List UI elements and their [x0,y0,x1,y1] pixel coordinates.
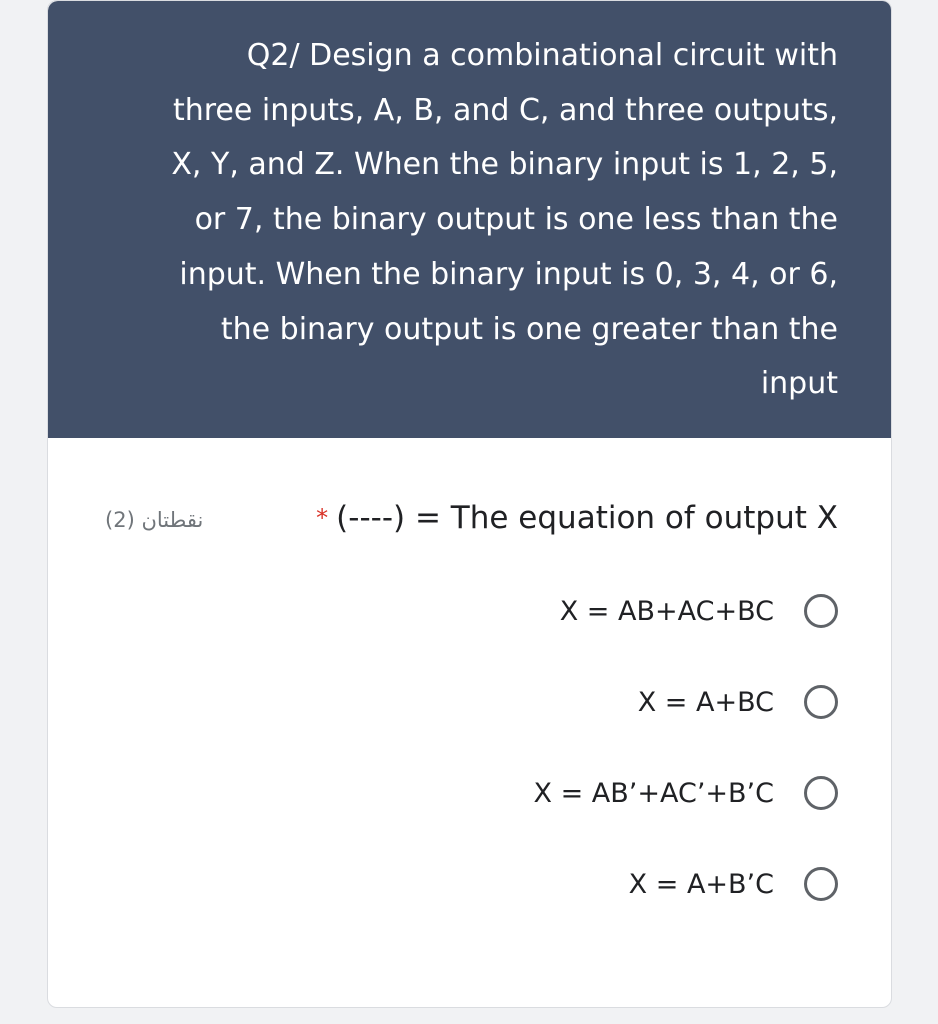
question-card [47,0,892,1008]
option-1[interactable] [560,586,838,636]
description-line: input. When the binary input is 0, 3, 4, or 6, [179,256,838,292]
option-3[interactable] [534,768,839,818]
required-marker: * [316,504,329,532]
radio-unchecked-icon[interactable] [804,776,838,810]
radio-unchecked-icon[interactable] [804,685,838,719]
option-label: X = AB+AC+BC [559,595,774,627]
option-label: X = AB’+AC’+B’C [533,777,774,809]
description-line: Q2/ Design a combinational circuit with [246,38,838,73]
option-4[interactable] [629,859,838,909]
description-line: or 7, the binary output is one less than the [194,202,838,238]
question-header [48,1,892,438]
points-label: نقطتان (2) [105,508,204,532]
description-line: input [760,366,838,402]
question-title-text: (----) = The equation of output X [336,500,838,536]
description-line: X, Y, and Z. When the binary input is 1, 2, 5, [171,147,838,183]
option-label: X = A+B’C [628,868,774,900]
question-row [48,491,892,551]
option-label: X = A+BC [637,686,774,718]
description-line: the binary output is one greater than the [220,311,838,347]
question-description [88,29,838,412]
description-line: three inputs, A, B, and C, and three outputs, [172,92,838,128]
question-title [316,500,838,536]
radio-unchecked-icon[interactable] [804,594,838,628]
option-2[interactable] [638,677,838,727]
radio-unchecked-icon[interactable] [804,867,838,901]
